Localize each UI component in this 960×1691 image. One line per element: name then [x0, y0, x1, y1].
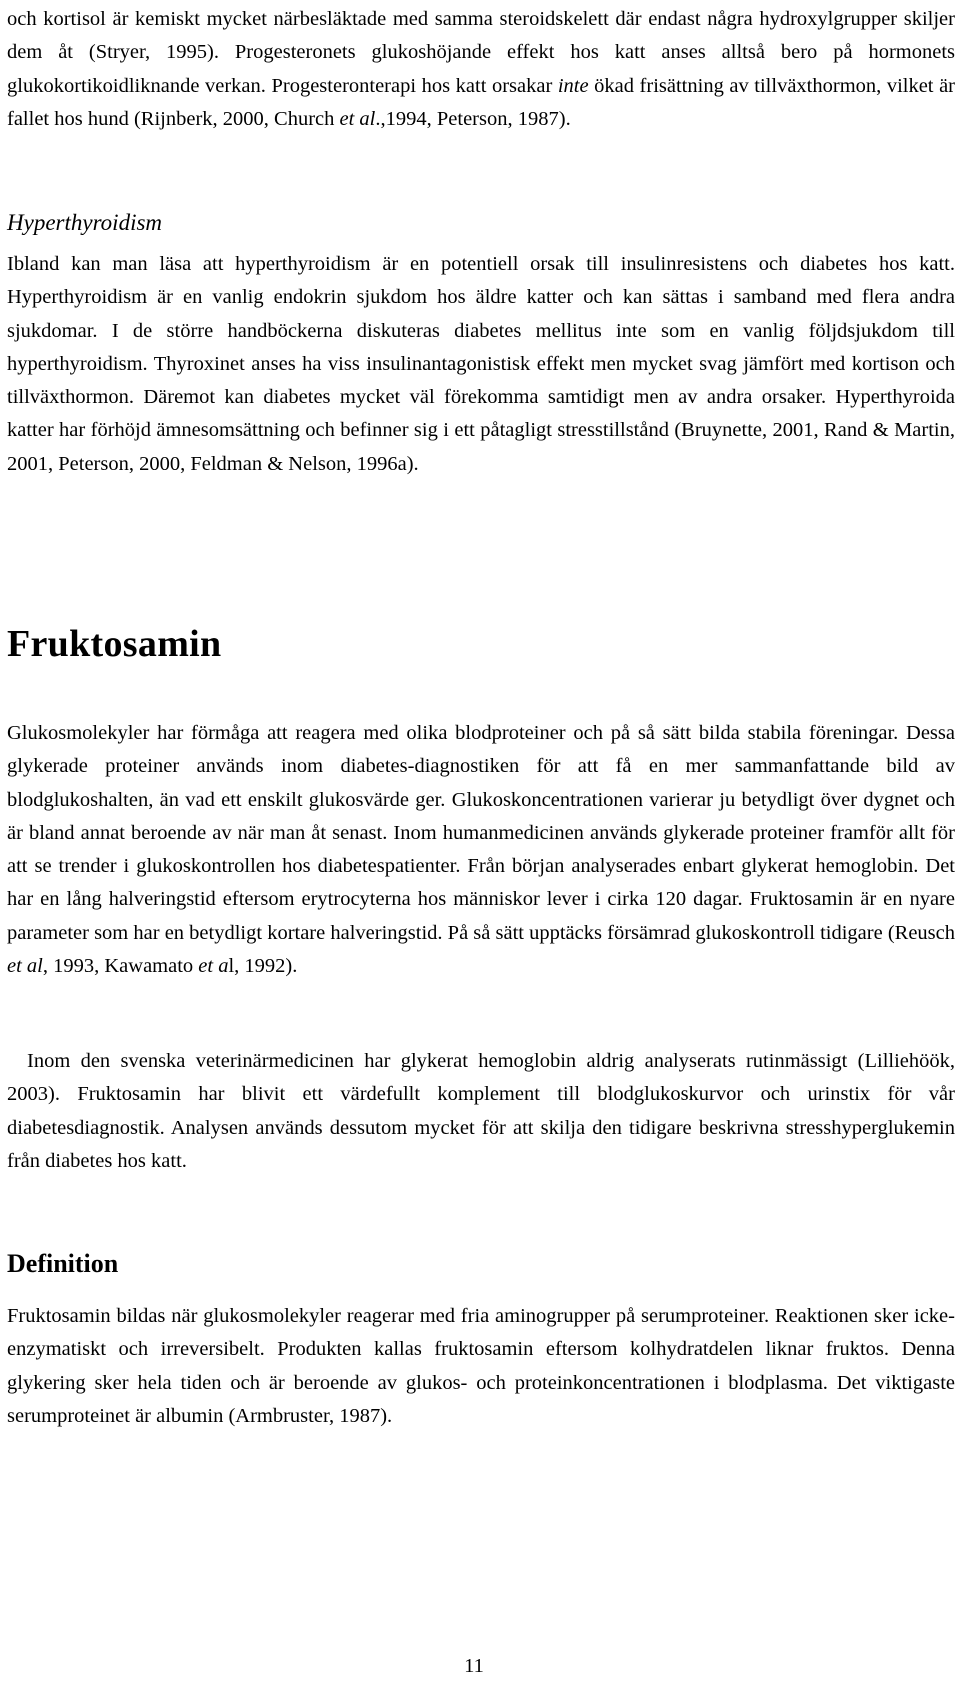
emphasis-et-a: et a: [198, 955, 229, 978]
fruktosamin-heading: Fruktosamin: [7, 623, 222, 665]
definition-heading: Definition: [7, 1249, 119, 1278]
emphasis-inte: inte: [557, 74, 589, 97]
fruktosamin-paragraph-1: Glukosmolekyler har förmåga att reagera med olika blodproteiner och på så sätt bilda stabila föreningar. Dessa glykerade proteiner används inom diabetes-diagnostiken för att få en mer sammanfattande bild av blodglukoshalten, än vad ett enskilt glukosvärde ger. Glukoskoncentrationen varierar ju betydligt över dygnet och är bland annat beroende av när man åt senast. Inom humanmedicinen används glykerade proteiner framför allt för att se trender i glukoskontrollen hos diabetespatienter. Från början analyserades enbart glykerat hemoglobin. Det har en lång halveringstid eftersom erytrocyterna hos människor lever i cirka 120 dagar. Fruktosamin är en nyare parameter som har en betydligt kortare halveringstid. På så sätt upptäcks försämrad glukoskontroll tidigare (Reusch et al, 1993, Kawamato et al, 1992).: [7, 722, 955, 978]
intro-paragraph: och kortisol är kemiskt mycket närbesläktade med samma steroidskelett där endast några hydroxylgrupper skiljer dem åt (Stryer, 1995). Progesteronets glukoshöjande effekt hos katt anses alltså bero på hormonets glukokortikoidliknande verkan. Progesteronterapi hos katt orsakar inte ökad frisättning av tillväxthormon, vilket är fallet hos hund (Rijnberk, 2000, Church et al.,1994, Peterson, 1987).: [7, 8, 955, 130]
definition-paragraph: Fruktosamin bildas när glukosmolekyler reagerar med fria aminogrupper på serumproteiner. Reaktionen sker icke-enzymatiskt och irreversibelt. Produkten kallas fruktosamin eftersom kolhydratdelen liknar fruktos. Denna glykering sker hela tiden och är beroende av glukos- och proteinkoncentrationen i blodplasma. Det viktigaste serumproteinet är albumin (Armbruster, 1987).: [7, 1305, 955, 1427]
page-number: 11: [464, 1655, 484, 1677]
hyperthyroidism-paragraph: Ibland kan man läsa att hyperthyroidism är en potentiell orsak till insulinresistens och diabetes hos katt. Hyperthyroidism är en vanlig endokrin sjukdom hos äldre katter och kan sättas i samband med flera andra sjukdomar. I de större handböckerna diskuteras diabetes mellitus inte som en vanlig följdsjukdom till hyperthyroidism. Thyroxinet anses ha viss insulinantagonistisk effekt men mycket svag jämfört med kortison och tillväxthormon. Däremot kan diabetes mycket väl förekomma samtidigt men av andra orsaker. Hyperthyroida katter har förhöjd ämnesomsättning och befinner sig i ett påtagligt stresstillstånd (Bruynette, 2001, Rand & Martin, 2001, Peterson, 2000, Feldman & Nelson, 1996a).: [7, 253, 955, 475]
hyperthyroidism-heading: Hyperthyroidism: [7, 210, 163, 235]
emphasis-et-al: et al: [339, 107, 376, 130]
fruktosamin-paragraph-2: Inom den svenska veterinärmedicinen har glykerat hemoglobin aldrig analyserats rutinmässigt (Lilliehöök, 2003). Fruktosamin har blivit ett värdefullt komplement till blodglukoskurvor och urinstix för vår diabetesdiagnostik. Analysen används dessutom mycket för att skilja den tidigare beskrivna stresshyperglukemin från diabetes hos katt.: [7, 1050, 955, 1172]
emphasis-et-al: et al: [7, 955, 43, 978]
